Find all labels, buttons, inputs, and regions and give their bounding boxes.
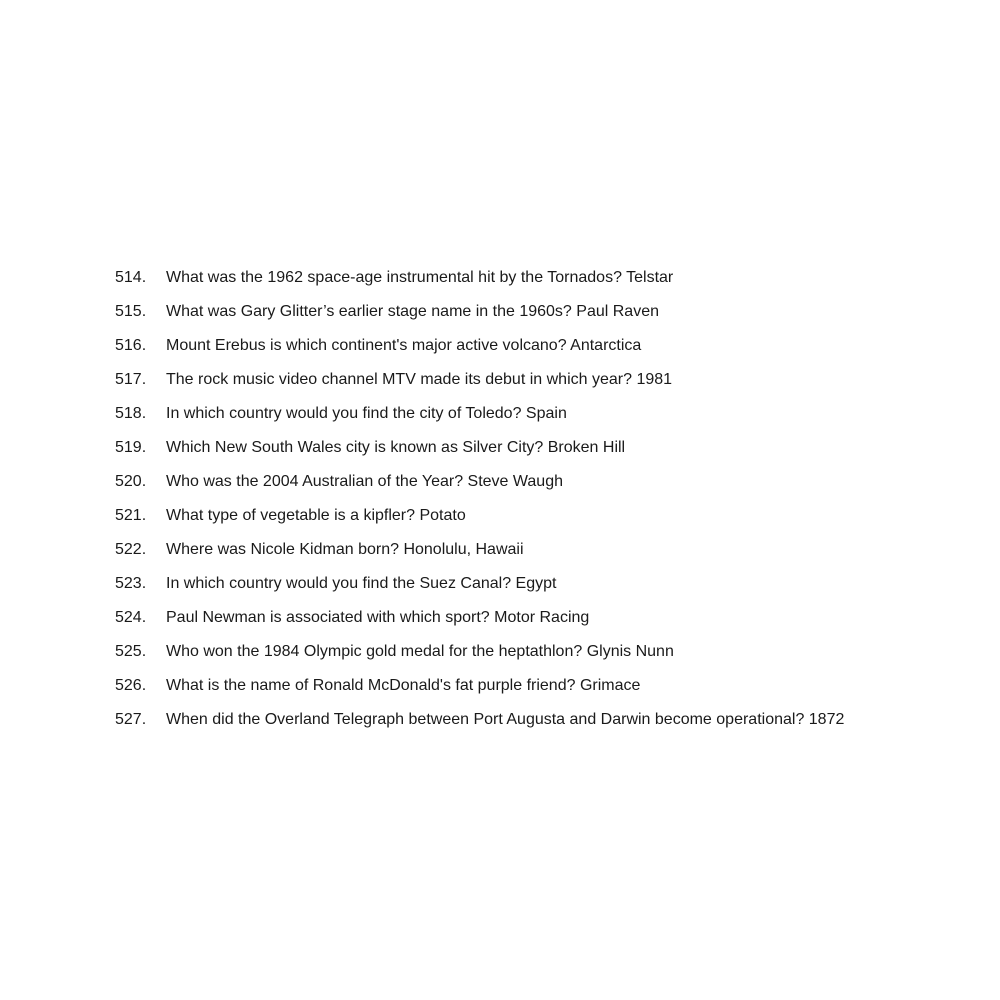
item-text: What was Gary Glitter’s earlier stage name in the 1960s? Paul Raven: [166, 303, 659, 320]
item-text: When did the Overland Telegraph between Port Augusta and Darwin become operational? 1872: [166, 711, 845, 728]
item-text: Where was Nicole Kidman born? Honolulu, Hawaii: [166, 541, 524, 558]
item-number: 515.: [115, 303, 147, 320]
item-number: 522.: [115, 541, 147, 558]
item-number: 524.: [115, 609, 147, 626]
item-number: 525.: [115, 643, 147, 660]
item-number: 523.: [115, 575, 147, 592]
list-item: [115, 265, 975, 299]
list-item: [115, 299, 975, 333]
item-number: 527.: [115, 711, 147, 728]
item-number: 514.: [115, 269, 147, 286]
item-text: Who was the 2004 Australian of the Year? Steve Waugh: [166, 473, 563, 490]
list-item: [115, 469, 975, 503]
item-number: 521.: [115, 507, 147, 524]
item-number: 526.: [115, 677, 147, 694]
item-text: Which New South Wales city is known as Silver City? Broken Hill: [166, 439, 626, 456]
list-item: [115, 639, 975, 673]
item-number: 520.: [115, 473, 147, 490]
quiz-question-list: [115, 265, 975, 741]
list-item: [115, 401, 975, 435]
item-text: The rock music video channel MTV made its debut in which year? 1981: [166, 371, 673, 388]
item-text: Mount Erebus is which continent's major active volcano? Antarctica: [166, 337, 642, 354]
item-text: In which country would you find the Suez Canal? Egypt: [166, 575, 557, 592]
list-item: [115, 537, 975, 571]
list-item: [115, 707, 975, 741]
item-text: What is the name of Ronald McDonald's fat purple friend? Grimace: [166, 677, 641, 694]
list-item: [115, 571, 975, 605]
list-item: [115, 605, 975, 639]
list-item: [115, 367, 975, 401]
item-number: 517.: [115, 371, 147, 388]
list-item: [115, 333, 975, 367]
item-text: In which country would you find the city of Toledo? Spain: [166, 405, 567, 422]
item-number: 518.: [115, 405, 147, 422]
item-text: Who won the 1984 Olympic gold medal for the heptathlon? Glynis Nunn: [166, 643, 674, 660]
item-text: What was the 1962 space-age instrumental hit by the Tornados? Telstar: [166, 269, 674, 286]
item-number: 516.: [115, 337, 147, 354]
item-text: What type of vegetable is a kipfler? Potato: [166, 507, 466, 524]
item-number: 519.: [115, 439, 147, 456]
list-item: [115, 435, 975, 469]
list-item: [115, 673, 975, 707]
item-text: Paul Newman is associated with which sport? Motor Racing: [166, 609, 590, 626]
list-item: [115, 503, 975, 537]
